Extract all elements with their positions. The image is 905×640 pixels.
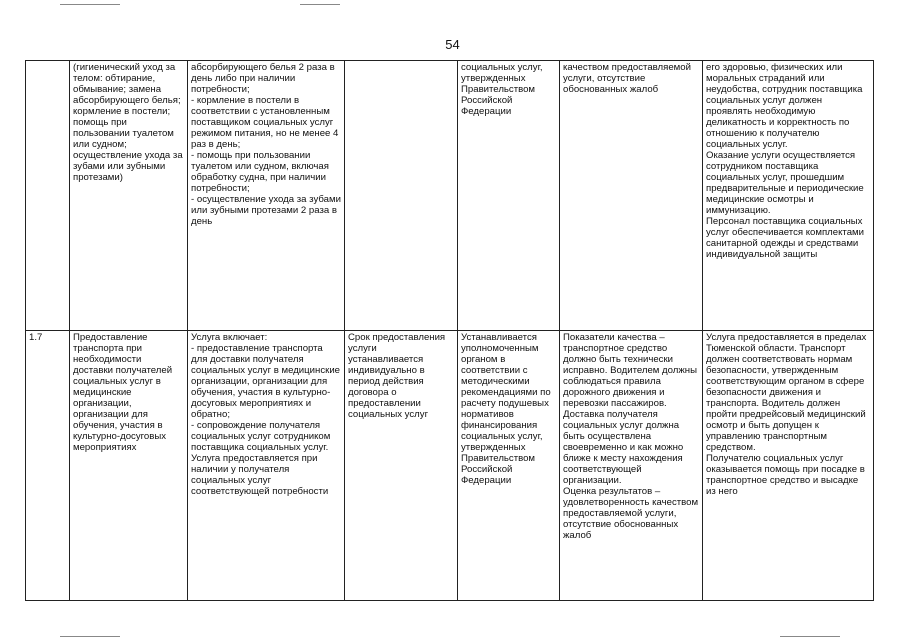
cell-service-description: абсорбирующего белья 2 раза в день либо при наличии потребности; - кормление в постели в соответствии с установленным поставщиком социальных услуг режимом питания, но не менее 4 раз в день; - помощь при пользовании туалетом или судном, включая обработку судна, при наличии потребности; - осуществление ухода за зубами или зубными протезами 2 раза в день <box>188 61 345 331</box>
cell-service-term: Срок предоставления услуги устанавливается индивидуально в период действия договора о предоставлении социальных услуг <box>345 331 458 601</box>
table-row <box>26 61 874 331</box>
table-row <box>26 331 874 601</box>
scan-artifact-line <box>300 4 340 5</box>
scan-artifact-line <box>60 4 120 5</box>
cell-number: 1.7 <box>26 331 70 601</box>
cell-service-description: Услуга включает: - предоставление транспорта для доставки получателя социальных услуг в медицинские организации, организации для обучения, участия в культурно-досуговых мероприятиях и обратно; - сопровождение получателя социальных услуг сотрудником поставщика социальных услуг. Услуга предоставляется при наличии у получателя социальных услуг соответствующей потребности <box>188 331 345 601</box>
cell-service-name: (гигиенический уход за телом: обтирание, обмывание; замена абсорбирующего белья; кормление в постели; помощь при пользовании туалетом или судном; осуществление ухода за зубами или зубными протезами) <box>70 61 188 331</box>
cell-service-term <box>345 61 458 331</box>
cell-number <box>26 61 70 331</box>
cell-service-name: Предоставление транспорта при необходимости доставки получателей социальных услуг в медицинские организации, организации для обучения, участия в культурно-досуговых мероприятиях <box>70 331 188 601</box>
cell-conditions: его здоровью, физических или моральных страданий или неудобства, сотрудник поставщика социальных услуг должен проявлять необходимую деликатность и корректность по отношению к получателю социальных услуг. Оказание услуги осуществляется сотрудником поставщика социальных услуг, прошедшим предварительные и периодические медицинские осмотры и иммунизацию. Персонал поставщика социальных услуг обеспечивается комплектами санитарной одежды и средствами индивидуальной защиты <box>703 61 874 331</box>
cell-service-cost: социальных услуг, утвержденных Правительством Российской Федерации <box>458 61 560 331</box>
page-number: 54 <box>445 37 460 52</box>
services-table <box>25 60 874 601</box>
scan-artifact-line <box>780 636 840 637</box>
cell-service-cost: Устанавливается уполномоченным органом в соответствии с методическими рекомендациями по расчету подушевых нормативов финансирования социальных услуг, утвержденных Правительством Российской Федерации <box>458 331 560 601</box>
cell-quality-indicators: Показатели качества – транспортное средство должно быть технически исправно. Водителем должны соблюдаться правила дорожного движения и перевозки пассажиров. Доставка получателя социальных услуг должна быть осуществлена своевременно и как можно ближе к месту нахождения соответствующей организации. Оценка результатов – удовлетворенность качеством предоставляемой услуги, отсутствие обоснованных жалоб <box>560 331 703 601</box>
cell-conditions: Услуга предоставляется в пределах Тюменской области. Транспорт должен соответствовать нормам безопасности, утвержденным соответствующим органом в сфере безопасности движения и транспорта. Водитель должен пройти предрейсовый медицинский осмотр и быть допущен к управлению транспортным средством. Получателю социальных услуг оказывается помощь при посадке в транспортное средство и высадке из него <box>703 331 874 601</box>
cell-quality-indicators: качеством предоставляемой услуги, отсутствие обоснованных жалоб <box>560 61 703 331</box>
scan-artifact-line <box>60 636 120 637</box>
